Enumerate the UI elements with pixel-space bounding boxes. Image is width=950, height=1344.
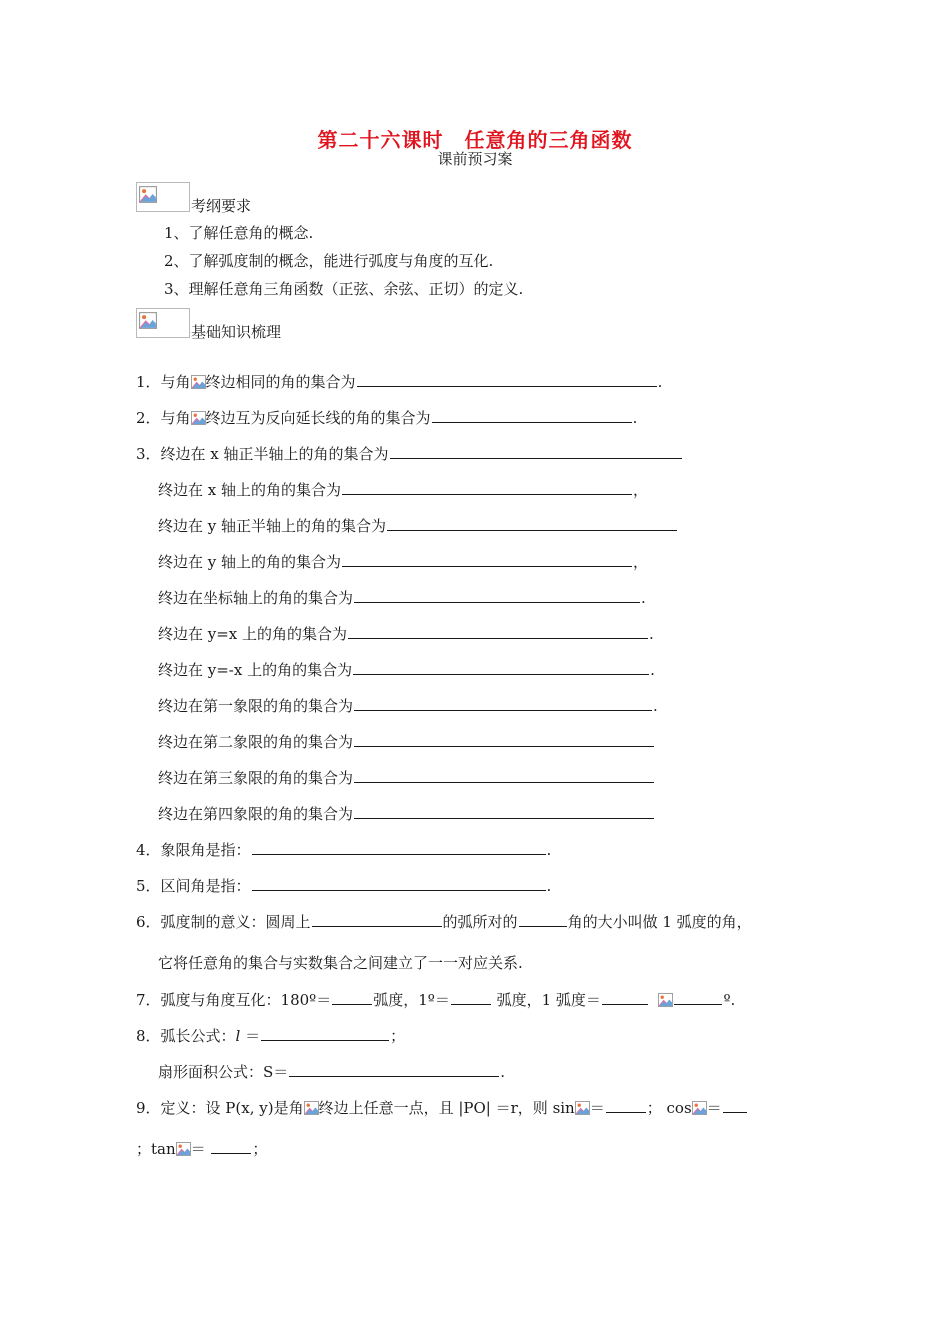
broken-image-icon <box>136 308 190 338</box>
page-subtitle: 课前预习案 <box>437 150 513 168</box>
question-6: 6．弧度制的意义：圆周上 的弧所对的 角的大小叫做 1 弧度的角， <box>136 913 752 931</box>
answer-blank[interactable] <box>252 875 546 891</box>
broken-image-icon <box>176 1142 191 1156</box>
answer-blank[interactable] <box>674 989 722 1005</box>
answer-blank[interactable] <box>519 911 567 927</box>
page-title: 第二十六课时 任意角的三角函数 <box>317 128 633 152</box>
question-7: 7．弧度与角度互化：180º＝ 弧度，1º＝ 弧度，1 弧度＝ º. <box>136 991 736 1009</box>
question-3-sub: 终边在第二象限的角的集合为 <box>158 731 655 752</box>
answer-blank[interactable] <box>289 1061 499 1077</box>
section-heading-basics: 基础知识梳理 <box>191 323 282 341</box>
answer-blank[interactable] <box>432 407 632 423</box>
answer-blank[interactable] <box>261 1025 389 1041</box>
question-3-sub: 终边在第四象限的角的集合为 <box>158 803 655 824</box>
answer-blank[interactable] <box>252 839 546 855</box>
question-8-sub: 扇形面积公式：S＝ . <box>158 1063 506 1081</box>
requirement-item: 2、了解弧度制的概念，能进行弧度与角度的互化. <box>164 252 494 270</box>
question-3-sub: 终边在 y=-x 上的角的集合为 . <box>158 661 655 679</box>
broken-image-icon <box>191 411 206 425</box>
question-8: 8．弧长公式：l ＝ ； <box>136 1027 406 1045</box>
question-3-sub: 终边在 y 轴上的角的集合为 ， <box>158 553 649 571</box>
answer-blank[interactable] <box>354 587 640 603</box>
question-4: 4．象限角是指： . <box>136 841 552 859</box>
question-3-sub: 终边在第三象限的角的集合为 <box>158 767 655 788</box>
answer-blank[interactable] <box>312 911 442 927</box>
answer-blank[interactable] <box>357 371 657 387</box>
broken-image-icon <box>658 993 673 1007</box>
answer-blank[interactable] <box>354 731 654 747</box>
question-3-sub: 终边在坐标轴上的角的集合为 . <box>158 589 646 607</box>
question-3-sub: 终边在 x 轴上的角的集合为 ， <box>158 481 649 499</box>
answer-blank[interactable] <box>342 479 632 495</box>
answer-blank[interactable] <box>354 695 652 711</box>
broken-image-icon <box>692 1101 707 1115</box>
broken-image-icon <box>191 375 206 389</box>
question-2: 2．与角 终边互为反向延长线的角的集合为 . <box>136 409 638 427</box>
answer-blank[interactable] <box>348 623 648 639</box>
broken-image-icon <box>575 1101 590 1115</box>
answer-blank[interactable] <box>602 989 648 1005</box>
question-6-cont: 它将任意角的集合与实数集合之间建立了一一对应关系. <box>158 954 523 972</box>
requirement-item: 3、理解任意角三角函数（正弦、余弦、正切）的定义. <box>164 280 524 298</box>
requirement-item: 1、了解任意角的概念. <box>164 224 314 242</box>
question-3-sub: 终边在 y=x 上的角的集合为 . <box>158 625 654 643</box>
question-3-sub: 终边在 y 轴正半轴上的角的集合为 <box>158 515 678 536</box>
broken-image-icon <box>136 182 190 212</box>
question-9: 9．定义：设 P(x, y)是角 终边上任意一点，且 |PO| ＝r，则 sin ＝ ； cos ＝ <box>136 1097 748 1118</box>
answer-blank[interactable] <box>354 767 654 783</box>
question-3-sub: 终边在第一象限的角的集合为 . <box>158 697 658 715</box>
question-1: 1．与角 终边相同的角的集合为 . <box>136 373 663 391</box>
question-5: 5．区间角是指： . <box>136 877 552 895</box>
section-heading-exam: 考纲要求 <box>191 197 252 215</box>
question-9-cont: ；tan ＝ ； <box>136 1140 268 1158</box>
answer-blank[interactable] <box>723 1097 747 1113</box>
answer-blank[interactable] <box>332 989 372 1005</box>
answer-blank[interactable] <box>390 443 682 459</box>
answer-blank[interactable] <box>211 1138 251 1154</box>
question-3: 3．终边在 x 轴正半轴上的角的集合为 <box>136 443 683 464</box>
broken-image-icon <box>304 1101 319 1115</box>
answer-blank[interactable] <box>451 989 491 1005</box>
answer-blank[interactable] <box>606 1097 646 1113</box>
answer-blank[interactable] <box>387 515 677 531</box>
answer-blank[interactable] <box>353 659 649 675</box>
answer-blank[interactable] <box>342 551 632 567</box>
answer-blank[interactable] <box>354 803 654 819</box>
